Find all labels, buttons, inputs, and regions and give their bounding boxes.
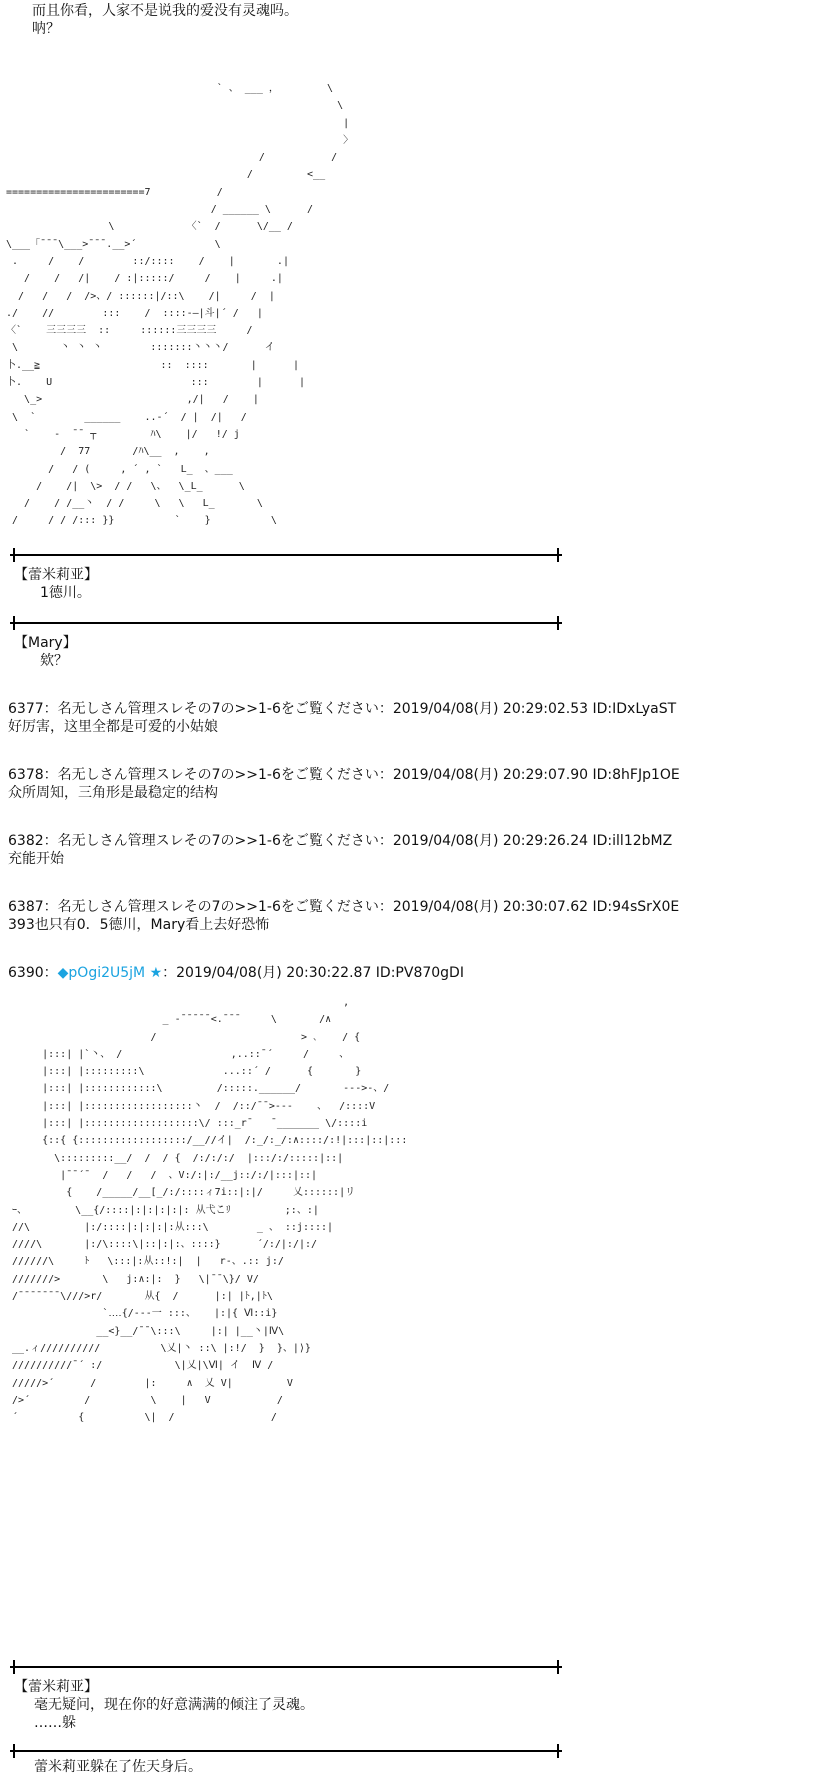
post-number: 6390： [8,965,58,981]
intro-line-1: 而且你看，人家不是说我的爱没有灵魂吗。 [32,3,298,19]
ascii-art-portrait: ` 、 ___ ， \ \ | 〉 / / / <__ =======================7 / / ______ \ / \ 〈` / \/__ / \___「¯¯¯\___>¯¯¯.__>´ \ . / / ::/:::: / | .| / / /| / :|:::::/ / | .| / / / />、/ ::::::|/::\ /| / | ./ // ::: / ::::-—|斗|´ / | 〈` 三三三三 :: ::::::三三三三 / \ 丶 丶 丶 :::::::丶丶丶/ イ 卜.__≧ :: :::: | | 卜. U ::: | | \_> ,/| / | \ ` ______ ..-´ / | /| / ` - ¯¯ ┬ ﾊ\ |/ !/ j / 77 /ﾊ\__ , , / / ( , ´ , ` L_ 、___ / /| \> / / \、 \_L_ \ / / /__丶 / / \ \ L_ \ / / / /::: }} ` } \ [6,83,354,527]
star-icon: ★ [149,965,163,981]
author-trip: ◆pOgi2U5jM [57,965,146,981]
post-header: 6382：名无しさん管理スレその7の>>1-6をご覧ください：2019/04/08(月) 20:29:26.24 ID:ill12bMZ [8,833,673,849]
speaker-label: 【蕾米莉亚】 [14,567,98,583]
post-header-author [8,964,464,982]
speaker-label: 【蕾米莉亚】 [14,1679,98,1695]
post-body: 众所周知，三角形是最稳定的结构 [8,785,218,801]
divider [10,1660,562,1674]
post-header: 6378：名无しさん管理スレその7の>>1-6をご覧ください：2019/04/08(月) 20:29:07.90 ID:8hFJp1OE [8,767,680,783]
post-meta: ：2019/04/08(月) 20:30:22.87 ID:PV870gDI [162,965,464,981]
divider [10,548,562,562]
speaker-label: 【Mary】 [14,635,77,651]
post-body: 好厉害，这里全都是可爱的小姑娘 [8,719,218,735]
divider [10,1744,562,1758]
post-body: 393也只有0．5德川，Mary看上去好恐怖 [8,917,270,933]
dialogue-line: 欸？ [40,653,68,669]
post-body: 充能开始 [8,851,64,867]
dialogue-line: ……躲 [34,1715,76,1731]
ascii-art-wings: , _ -¯¯¯¯¯<.¯¯¯ \ /∧ / > ､ / { |:::| |`丶、 / ,..::¯´ / 、 |:::| |:::::::::\ ...::´ / { } |:::| |::::::::::::\ /:::::.______/ --->-、/ |:::| |::::::::::::::::::丶 / /::/¯¯>--- 、 /::::V |:::| |:::::::::::::::::::\/ :::_r¯ ¯_______ \/::::i {::{ {::::::::::::::::::/__//イ| /:_/:_/:∧::::/:!|:::|::|::: \:::::::::__/ / / { /:/:/:/ |:::/:/:::::|::| |¯¯´¯ / / / 、V:/:|:/__j::/:/|:::|::| { /_____/__[_/:/::::ィ7i::|:|/ 乂::::::|リ ｰ、 \__{/::::|:|:|:|:|: 从弋こﾘ ;:、:| //\ |:/::::|:|:|:|:从:::\ _ 、 ::j::::| ////\ |:/\::::\|::|:|:、::::} ´/:/|:/|:/ //////\ ﾄ \:::|:从::!:| | r‐、.:: j:/ ///////> \ j:∧:|: } \|¯¯\}/ V/ /¯¯¯¯¯¯¯\///>r/ 从{ / |:| |ﾄ,|ﾄ\ `‥‥{/---一 :::、 |:|{ Ⅵ::i} __<}__/¯¯\:::\ |:| |__丶|Ⅳ\ __.ィ////////// \乂|丶 ::\ |:!/ } }、|⟩} //////////¯´ :/ \|乂|\Ⅵ| イ Ⅳ / /////>´ / |: ∧ 乂 V| V />´ / \ | V / ´ { \| / / [12,997,408,1424]
dialogue-line: 1德川。 [40,585,91,601]
post-header: 6387：名无しさん管理スレその7の>>1-6をご覧ください：2019/04/08(月) 20:30:07.62 ID:94sSrX0E [8,899,680,915]
dialogue-line: 毫无疑问，现在你的好意满满的倾注了灵魂。 [34,1697,314,1713]
narration-line: 蕾米莉亚躲在了佐天身后。 [34,1759,202,1775]
intro-line-2: 呐？ [32,21,60,37]
post-header: 6377：名无しさん管理スレその7の>>1-6をご覧ください：2019/04/08(月) 20:29:02.53 ID:IDxLyaST [8,701,677,717]
divider [10,616,562,630]
